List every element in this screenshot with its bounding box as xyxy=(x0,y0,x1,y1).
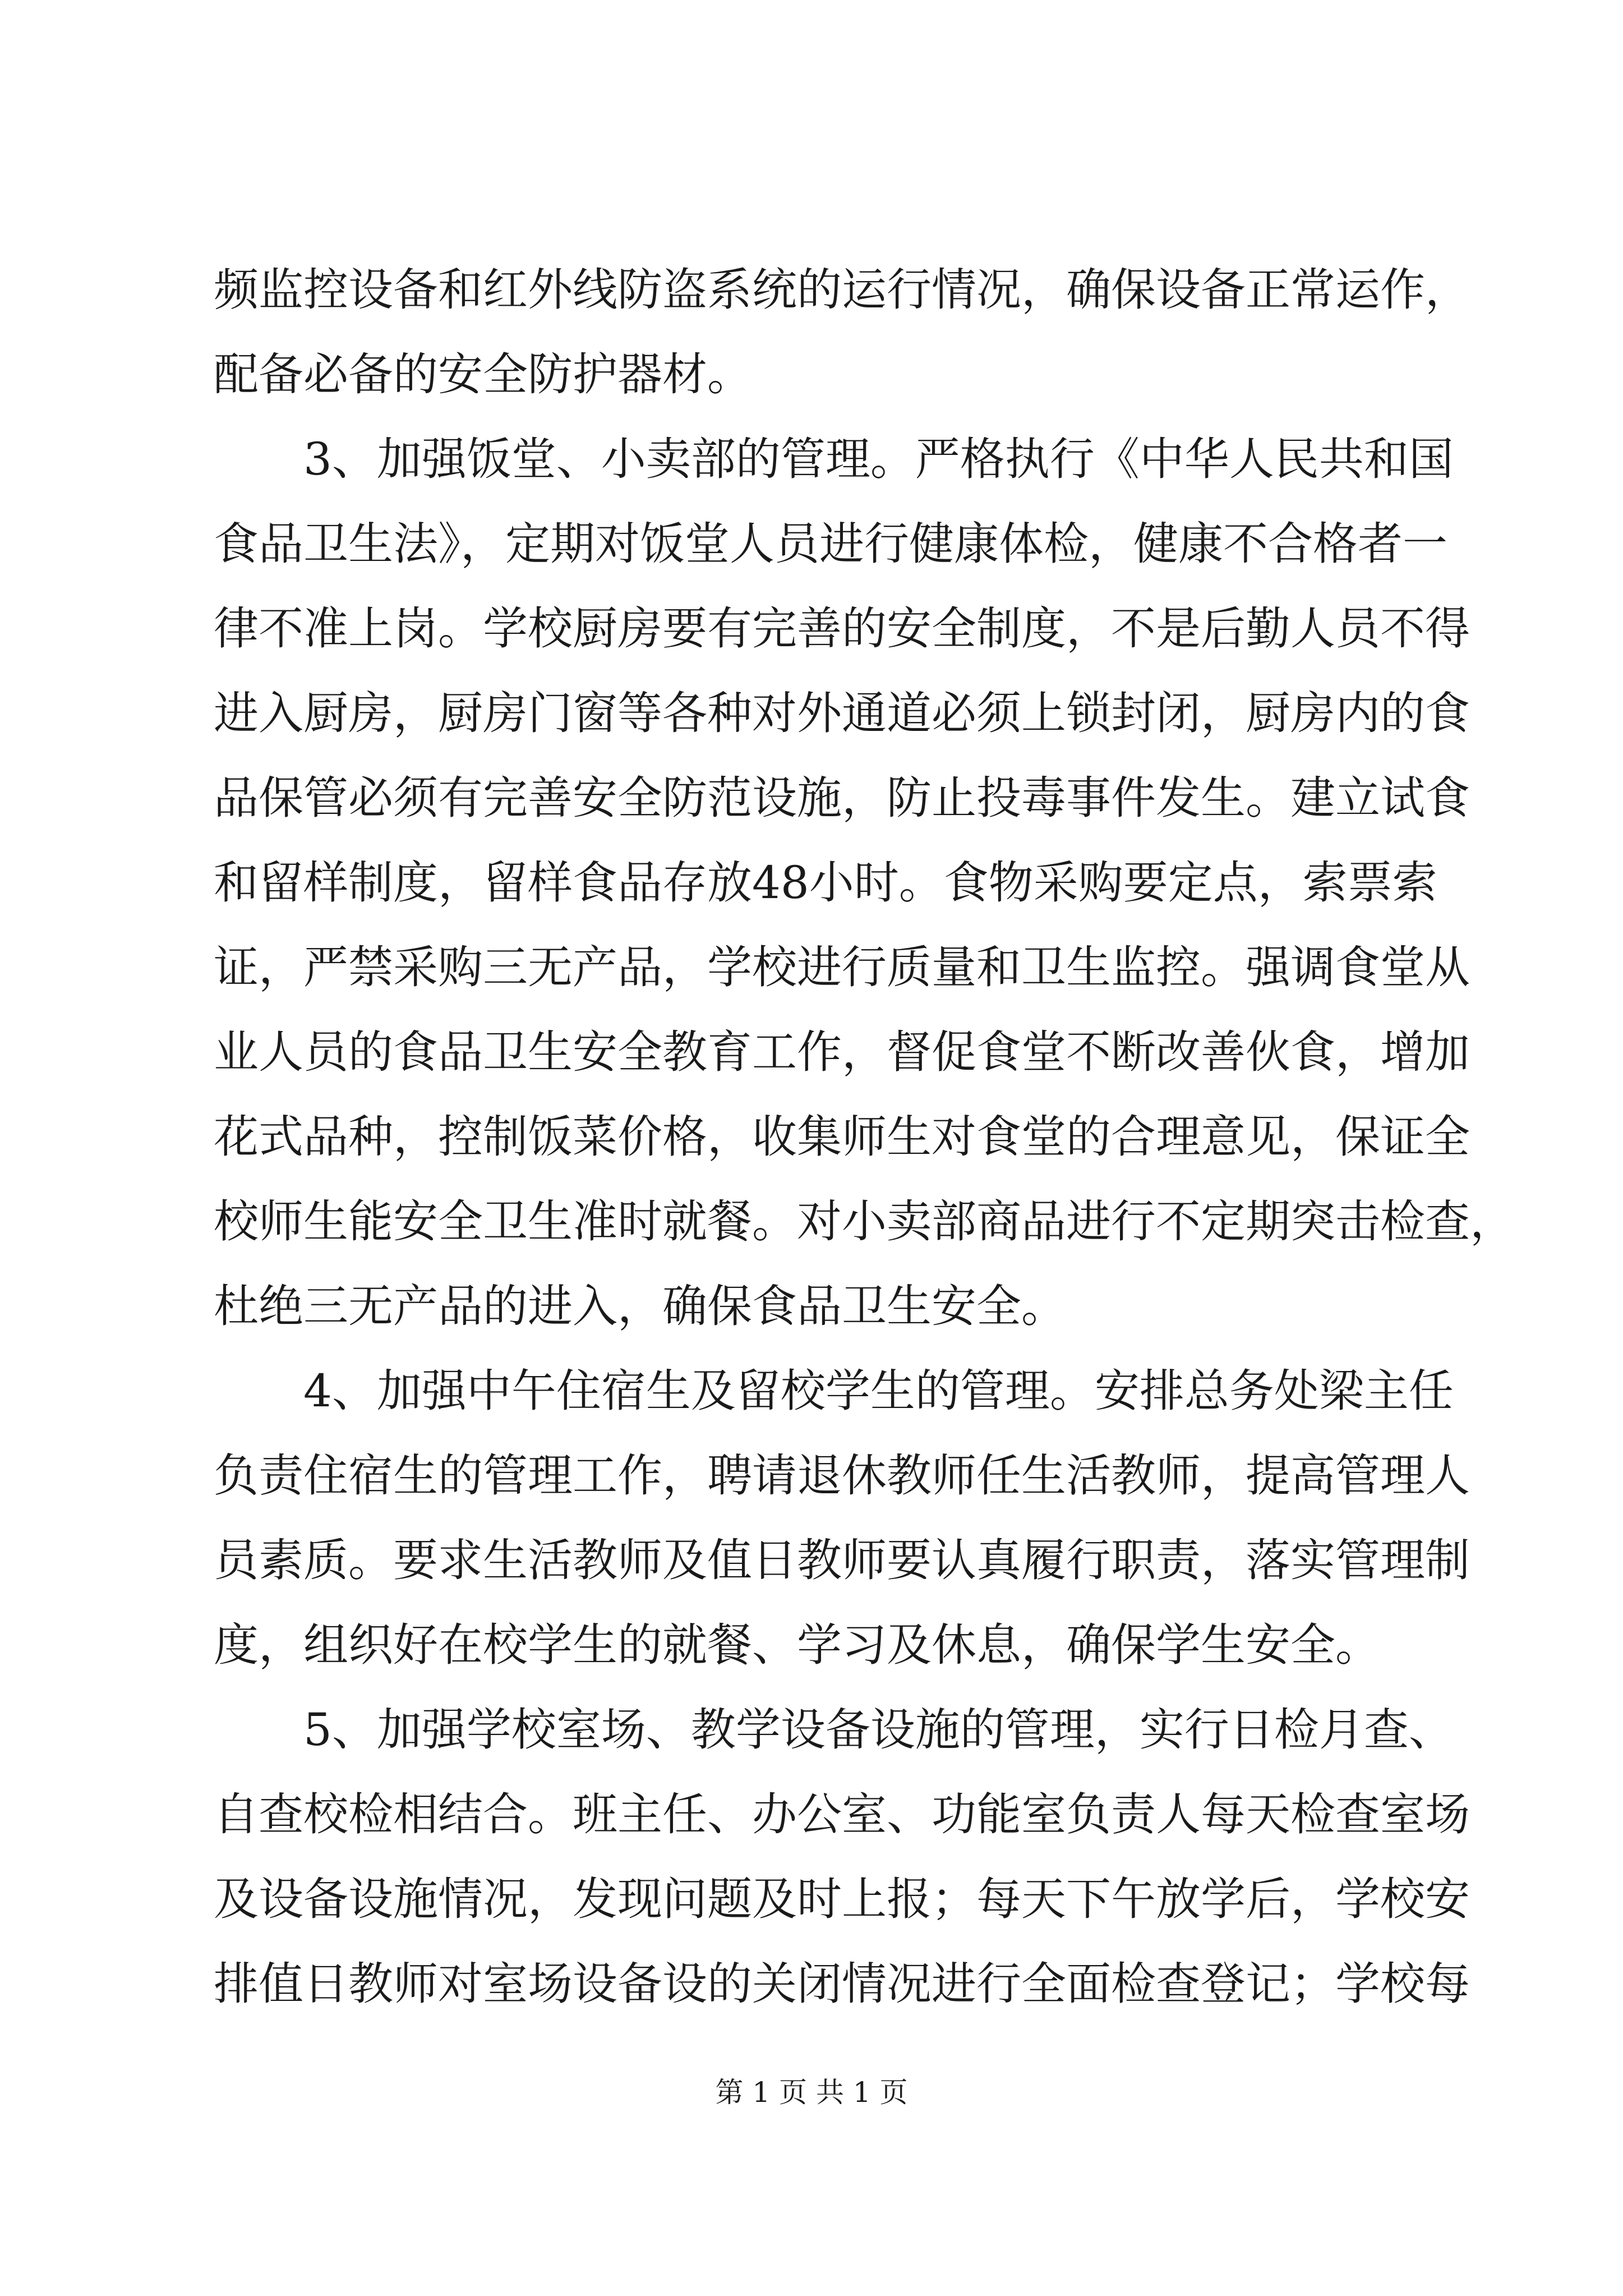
text-line: 食品卫生法》，定期对饭堂人员进行健康体检，健康不合格者一 xyxy=(214,518,1447,570)
text-line: 和留样制度，留样食品存放48小时。食物采购要定点，索票索 xyxy=(214,857,1437,909)
text-line: 频监控设备和红外线防盗系统的运行情况，确保设备正常运作， xyxy=(214,264,1470,316)
text-line: 5、加强学校室场、教学设备设施的管理，实行日检月查、 xyxy=(303,1704,1454,1756)
text-line: 品保管必须有完善安全防范设施，防止投毒事件发生。建立试食 xyxy=(214,772,1470,824)
text-line: 花式品种，控制饭菜价格，收集师生对食堂的合理意见，保证全 xyxy=(214,1111,1470,1163)
text-line: 3、加强饭堂、小卖部的管理。严格执行《中华人民共和国 xyxy=(303,433,1454,485)
document-body xyxy=(214,247,1515,2026)
text-line: 负责住宿生的管理工作，聘请退休教师任生活教师，提高管理人 xyxy=(214,1450,1470,1502)
text-line: 排值日教师对室场设备设的关闭情况进行全面检查登记；学校每 xyxy=(214,1958,1470,2010)
text-line: 校师生能安全卫生准时就餐。对小卖部商品进行不定期突击检查， xyxy=(214,1195,1515,1248)
text-line: 杜绝三无产品的进入，确保食品卫生安全。 xyxy=(214,1280,1066,1332)
text-line: 自查校检相结合。班主任、办公室、功能室负责人每天检查室场 xyxy=(214,1788,1470,1841)
text-line: 4、加强中午住宿生及留校学生的管理。安排总务处梁主任 xyxy=(303,1365,1454,1417)
page-footer: 第 1 页 共 1 页 xyxy=(715,2076,908,2109)
text-line: 员素质。要求生活教师及值日教师要认真履行职责，落实管理制 xyxy=(214,1534,1470,1586)
text-line: 律不准上岗。学校厨房要有完善的安全制度，不是后勤人员不得 xyxy=(214,602,1470,655)
text-line: 度，组织好在校学生的就餐、学习及休息，确保学生安全。 xyxy=(214,1619,1380,1671)
text-line: 配备必备的安全防护器材。 xyxy=(214,348,752,401)
text-line: 及设备设施情况，发现问题及时上报；每天下午放学后，学校安 xyxy=(214,1873,1470,1925)
text-line: 进入厨房，厨房门窗等各种对外通道必须上锁封闭，厨房内的食 xyxy=(214,687,1470,739)
text-line: 证，严禁采购三无产品，学校进行质量和卫生监控。强调食堂从 xyxy=(214,941,1470,993)
text-line: 业人员的食品卫生安全教育工作，督促食堂不断改善伙食，增加 xyxy=(214,1026,1470,1078)
